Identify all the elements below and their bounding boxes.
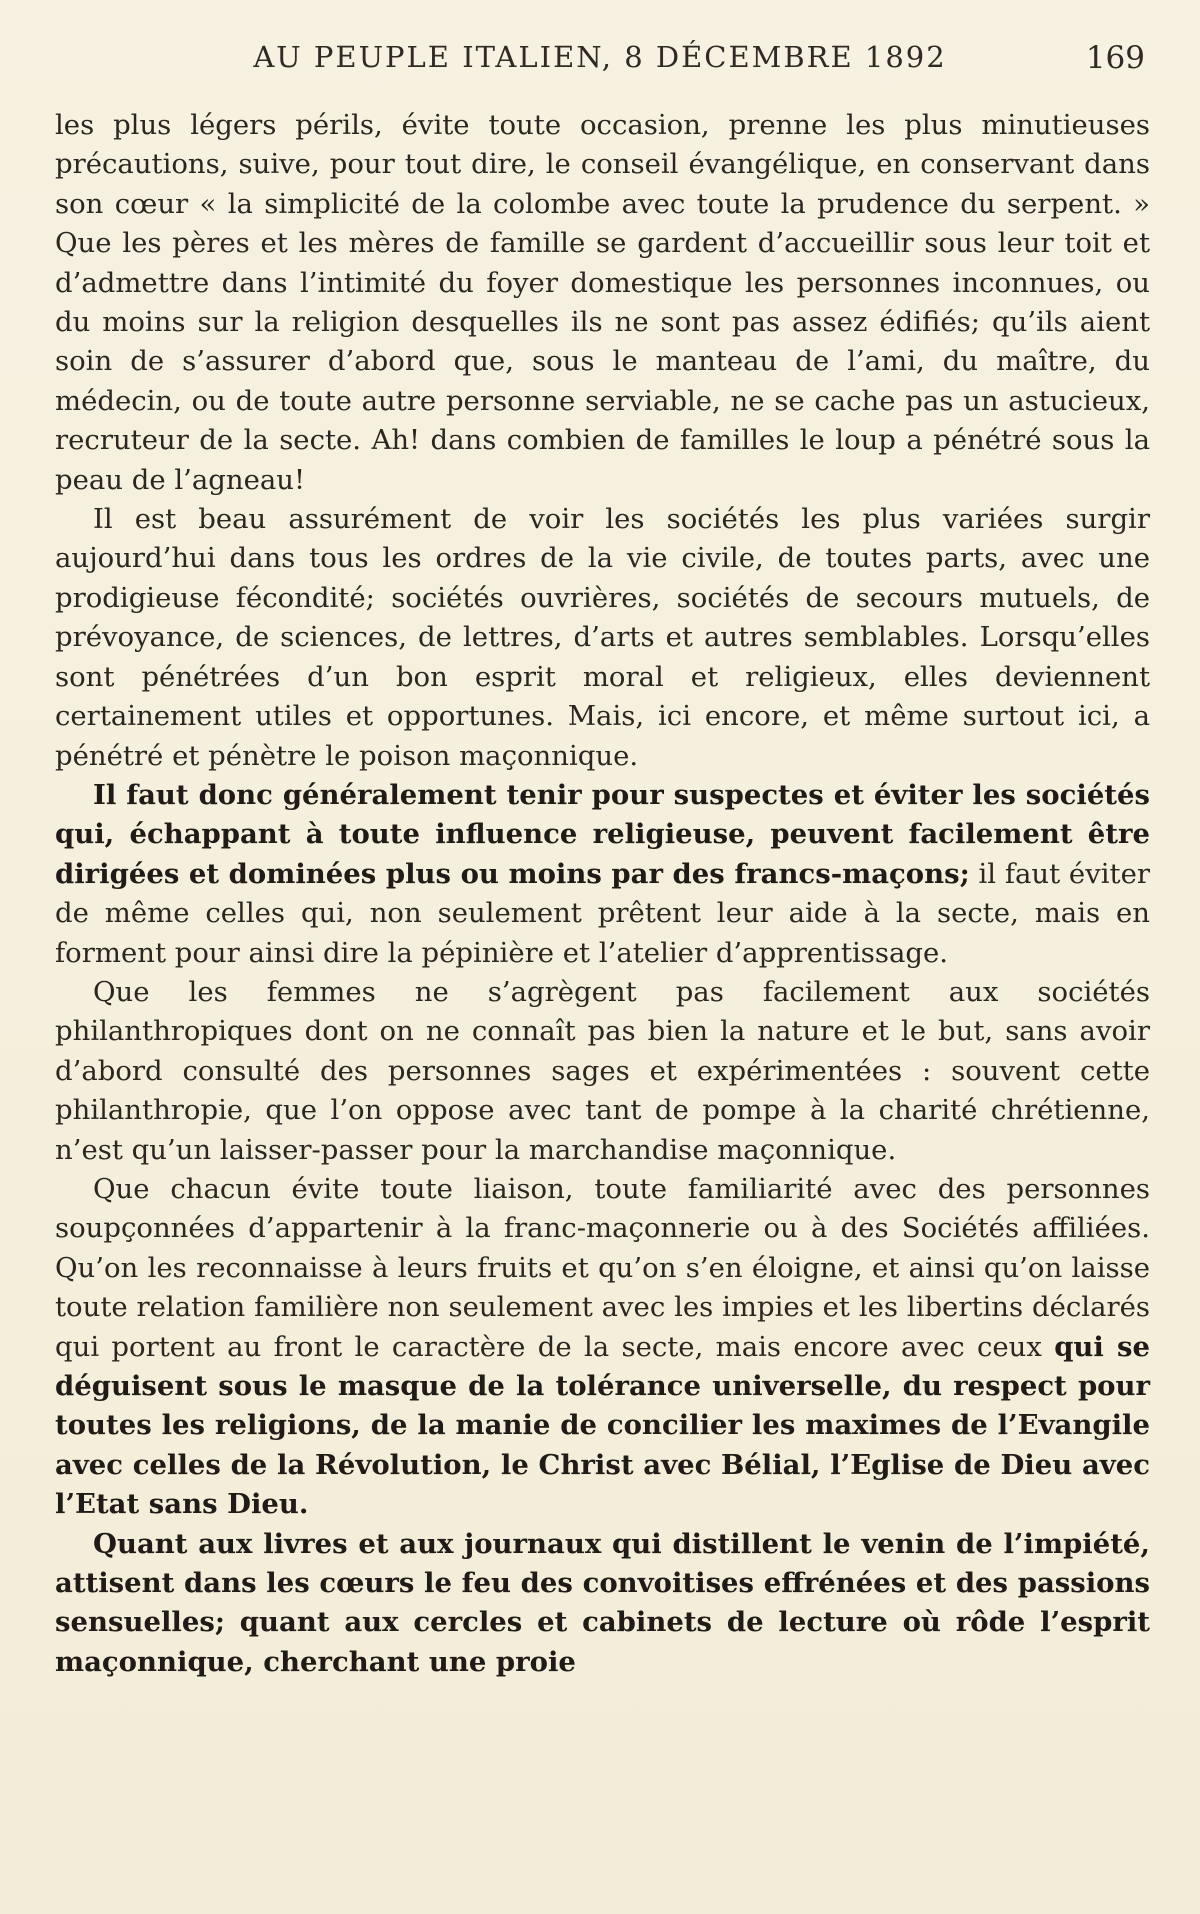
paragraph-6: [55, 1525, 1150, 1683]
body-text: [55, 106, 1150, 1682]
page-number: 169: [1085, 40, 1145, 76]
paragraph-5-bold: qui se déguisent sous le masque de la tolérance universelle, du respect pour toutes les religions, de la manie de concilier les maximes de l’Evangile avec celles de la Révolution, le Christ avec Bélial, l’Eglise de Dieu avec l’Etat sans Dieu.: [55, 1330, 1150, 1521]
paragraph-1-text: les plus légers périls, évite toute occasion, prenne les plus minutieuses précautions, suive, pour tout dire, le conseil évangélique, en conservant dans son cœur « la simplicité de la colombe avec toute la prudence du serpent. » Que les pères et les mères de famille se gardent d’accueillir sous leur toit et d’admettre dans l’intimité du foyer domestique les personnes inconnues, ou du moins sur la religion desquelles ils ne sont pas assez édifiés; qu’ils aient soin de s’assurer d’abord que, sous le manteau de l’ami, du maître, du médecin, ou de toute autre personne serviable, ne se cache pas un astucieux, recruteur de la secte. Ah! dans combien de familles le loup a pénétré sous la peau de l’agneau!: [55, 109, 1150, 496]
paragraph-5: [55, 1170, 1150, 1525]
paragraph-3-bold: Il faut donc généralement tenir pour suspectes et éviter les sociétés qui, échappant à toute influence religieuse, peuvent facilement être dirigées et dominées plus ou moins par des francs-maçons;: [55, 778, 1150, 890]
paragraph-3-text: il faut éviter de même celles qui, non seulement prêtent leur aide à la secte, mais en forment pour ainsi dire la pépinière et l’atelier d’apprentissage.: [55, 857, 1150, 969]
running-head: [55, 40, 1145, 90]
paragraph-2: [55, 500, 1150, 776]
paragraph-6-bold: Quant aux livres et aux journaux qui distillent le venin de l’impiété, attisent dans les cœurs le feu des convoitises effrénées et des passions sensuelles; quant aux cercles et cabinets de lecture où rôde l’esprit maçonnique, cherchant une proie: [55, 1527, 1150, 1678]
paragraph-5-text: Que chacun évite toute liaison, toute familiarité avec des personnes soupçonnées d’appartenir à la franc-maçonnerie ou à des Sociétés affiliées. Qu’on les reconnaisse à leurs fruits et qu’on s’en éloigne, et ainsi qu’on laisse toute relation familière non seulement avec les impies et les libertins déclarés qui portent au front le caractère de la secte, mais encore avec ceux: [55, 1172, 1150, 1363]
paragraph-3: [55, 776, 1150, 973]
paragraph-1: [55, 106, 1150, 500]
paragraph-2-text: Il est beau assurément de voir les sociétés les plus variées surgir aujourd’hui dans tous les ordres de la vie civile, de toutes parts, avec une prodigieuse fécondité; sociétés ouvrières, sociétés de secours mutuels, de prévoyance, de sciences, de lettres, d’arts et autres semblables. Lorsqu’elles sont pénétrées d’un bon esprit moral et religieux, elles deviennent certainement utiles et opportunes. Mais, ici encore, et même surtout ici, a pénétré et pénètre le poison maçonnique.: [55, 503, 1150, 772]
paragraph-4-text: Que les femmes ne s’agrègent pas facilement aux sociétés philanthropiques dont on ne connaît pas bien la nature et le but, sans avoir d’abord consulté des personnes sages et expérimentées : souvent cette philanthropie, que l’on oppose avec tant de pompe à la charité chrétienne, n’est qu’un laisser-passer pour la marchandise maçonnique.: [55, 975, 1150, 1166]
running-title: AU PEUPLE ITALIEN, 8 DÉCEMBRE 1892: [253, 40, 947, 74]
paragraph-4: [55, 973, 1150, 1170]
